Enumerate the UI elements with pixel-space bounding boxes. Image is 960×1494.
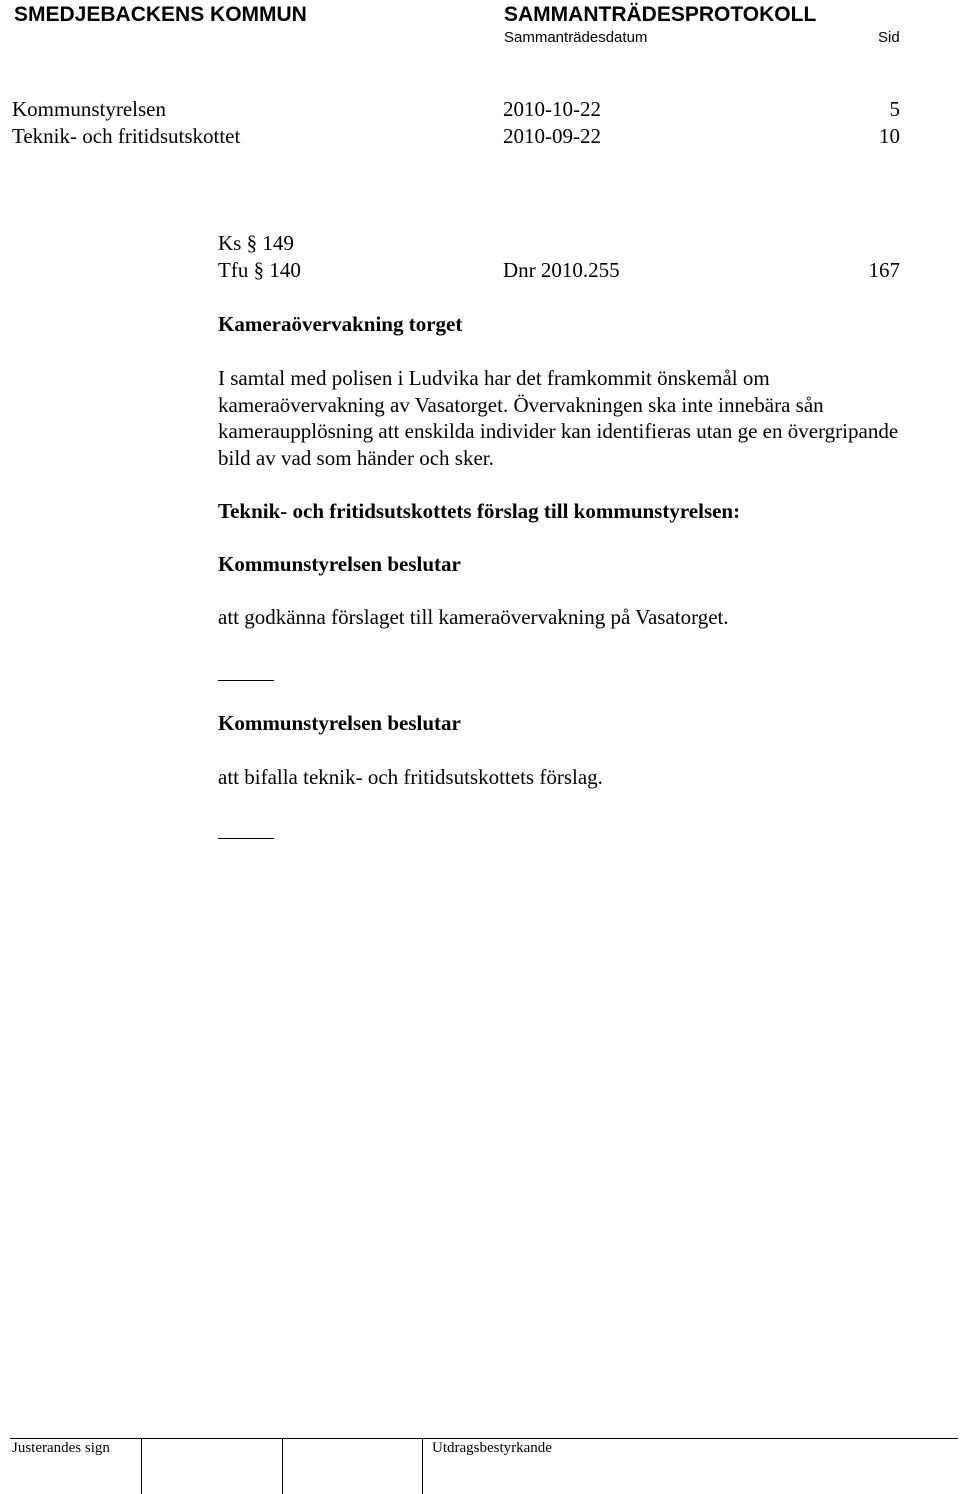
case-title: Kameraövervakning torget <box>218 312 463 336</box>
page-number: 5 <box>889 97 900 121</box>
meeting-date: 2010-09-22 <box>503 124 601 148</box>
section-divider <box>218 838 274 839</box>
decision-text: att bifalla teknik- och fritidsutskottets förslag. <box>218 765 603 789</box>
body-name: Teknik- och fritidsutskottet <box>12 124 241 148</box>
footer-divider <box>422 1438 423 1494</box>
case-number: 167 <box>868 258 900 282</box>
proposal-heading: Teknik- och fritidsutskottets förslag till kommunstyrelsen: <box>218 499 741 523</box>
meeting-date-label: Sammanträdesdatum <box>504 29 648 46</box>
diary-number: Dnr 2010.255 <box>503 258 620 282</box>
footer-divider <box>282 1438 283 1494</box>
body-name: Kommunstyrelsen <box>12 97 166 121</box>
signature-label: Justerandes sign <box>12 1440 110 1456</box>
extract-certification-label: Utdragsbestyrkande <box>432 1440 552 1456</box>
section-divider <box>218 680 274 681</box>
page-label: Sid <box>878 29 900 46</box>
meeting-date: 2010-10-22 <box>503 97 601 121</box>
footer-rule <box>10 1438 958 1439</box>
case-description: I samtal med polisen i Ludvika har det framkommit önskemål om kameraövervakning av Vasatorget. Övervakningen ska inte innebära sån kameraupplösning att enskilda individer kan identifieras utan ge en övergripande bild av vad som händer och sker. <box>218 366 899 470</box>
page-number: 10 <box>879 124 900 148</box>
document-type: SAMMANTRÄDESPROTOKOLL <box>504 3 817 26</box>
organization-name: SMEDJEBACKENS KOMMUN <box>14 3 307 26</box>
ks-paragraph-ref: Ks § 149 <box>218 231 294 255</box>
decision-heading: Kommunstyrelsen beslutar <box>218 552 461 576</box>
decision-heading: Kommunstyrelsen beslutar <box>218 711 461 735</box>
footer-divider <box>141 1438 142 1494</box>
tfu-paragraph-ref: Tfu § 140 <box>218 258 301 282</box>
decision-text: att godkänna förslaget till kameraövervakning på Vasatorget. <box>218 605 729 629</box>
